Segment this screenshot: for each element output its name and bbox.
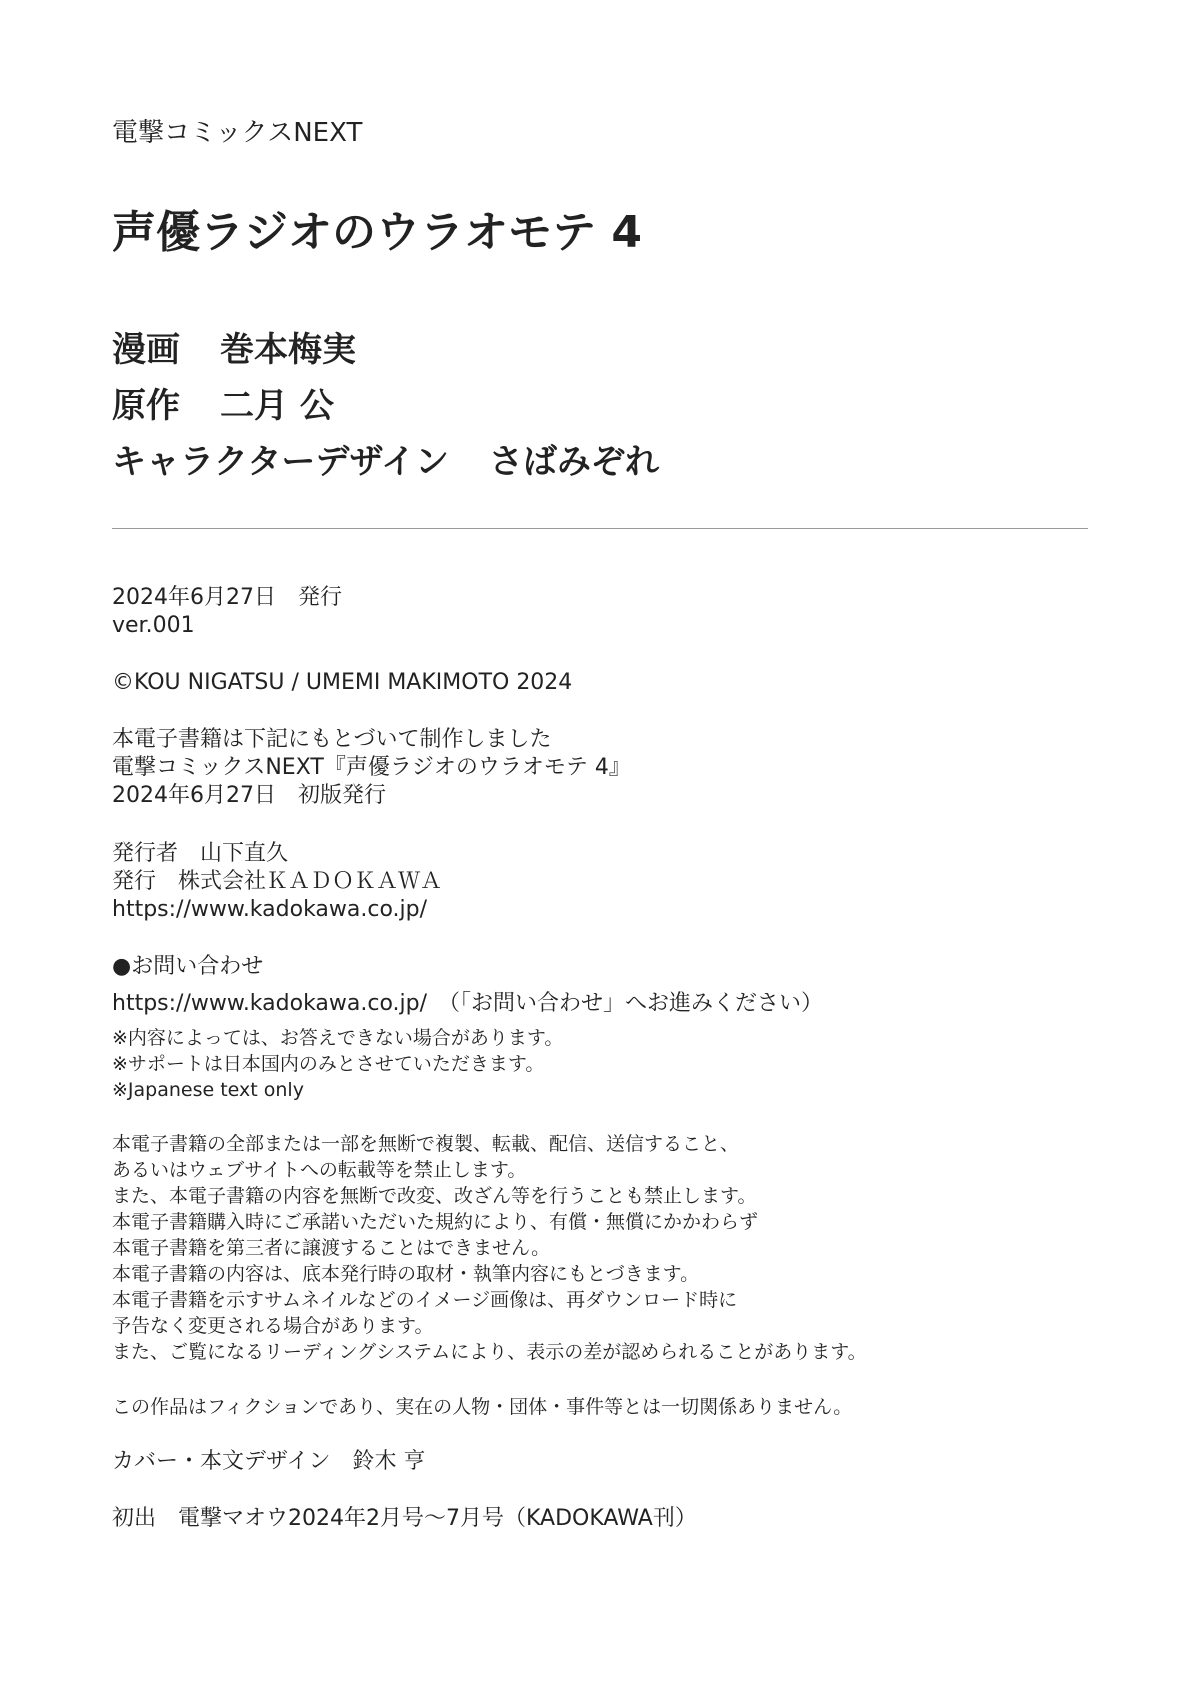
inquiry-url[interactable]: https://www.kadokawa.co.jp/ （「お問い合わせ」へお進みください） — [112, 991, 824, 1016]
credit-name: さばみぞれ — [488, 442, 659, 482]
divider — [112, 528, 1088, 529]
inquiry-note: ※内容によっては、お答えできない場合があります。 — [112, 1027, 564, 1049]
inquiry-note: ※Japanese text only — [112, 1079, 304, 1101]
inquiry-note: ※サポートは日本国内のみとさせていただきます。 — [112, 1053, 545, 1075]
credit-manga — [112, 322, 356, 371]
credit-role: 原作 — [112, 386, 180, 426]
design-credit: カバー・本文デザイン 鈴木 亨 — [112, 1449, 426, 1474]
legal-line: あるいはウェブサイトへの転載等を禁止します。 — [112, 1159, 527, 1181]
version: ver.001 — [112, 613, 195, 638]
legal-line: 予告なく変更される場合があります。 — [112, 1315, 434, 1337]
legal-line: 本電子書籍の内容は、底本発行時の取材・執筆内容にもとづきます。 — [112, 1263, 700, 1285]
imprint-label: 電撃コミックスNEXT — [112, 118, 363, 148]
publisher-url[interactable]: https://www.kadokawa.co.jp/ — [112, 897, 428, 922]
basis-line: 本電子書籍は下記にもとづいて制作しました — [112, 727, 552, 752]
credit-character-design — [112, 434, 659, 483]
legal-line: また、ご覧になるリーディングシステムにより、表示の差が認められることがあります。 — [112, 1341, 867, 1363]
legal-line: また、本電子書籍の内容を無断で改変、改ざん等を行うことも禁止します。 — [112, 1185, 757, 1207]
credit-original — [112, 378, 334, 427]
legal-line: 本電子書籍を示すサムネイルなどのイメージ画像は、再ダウンロード時に — [112, 1289, 738, 1311]
copyright: ©KOU NIGATSU / UMEMI MAKIMOTO 2024 — [112, 670, 573, 695]
credit-name: 巻本梅実 — [220, 330, 356, 370]
publisher-line: 発行 株式会社ＫＡＤＯＫＡＷＡ — [112, 869, 443, 894]
legal-line: 本電子書籍を第三者に譲渡することはできません。 — [112, 1237, 551, 1259]
issue-date: 2024年6月27日 発行 — [112, 585, 342, 610]
first-published: 初出 電撃マオウ2024年2月号〜7月号（KADOKAWA刊） — [112, 1506, 697, 1531]
basis-line: 2024年6月27日 初版発行 — [112, 783, 386, 808]
legal-line: 本電子書籍の全部または一部を無断で複製、転載、配信、送信すること、 — [112, 1133, 740, 1155]
publisher-line: 発行者 山下直久 — [112, 841, 289, 866]
legal-line: 本電子書籍購入時にご承諾いただいた規約により、有償・無償にかかわらず — [112, 1211, 759, 1233]
credit-name: 二月 公 — [220, 386, 334, 426]
credit-role: 漫画 — [112, 330, 180, 370]
credit-role: キャラクターデザイン — [112, 442, 449, 482]
fiction-notice: この作品はフィクションであり、実在の人物・団体・事件等とは一切関係ありません。 — [112, 1396, 853, 1418]
basis-line: 電撃コミックスNEXT『声優ラジオのウラオモテ 4』 — [112, 755, 631, 780]
inquiry-title: ●お問い合わせ — [112, 954, 264, 979]
book-title: 声優ラジオのウラオモテ 4 — [112, 207, 642, 258]
